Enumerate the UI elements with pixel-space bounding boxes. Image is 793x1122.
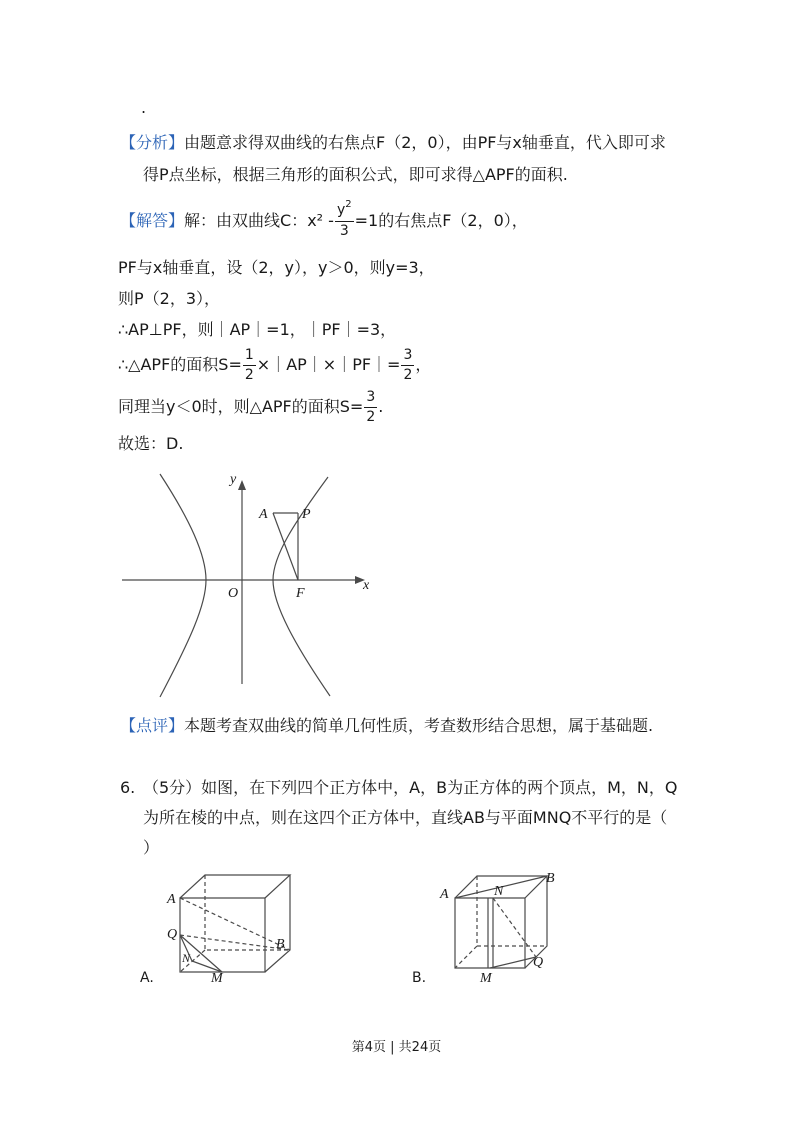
fraction-denominator: 2 — [366, 408, 376, 425]
label-x-axis: x — [363, 578, 370, 593]
fraction-numerator: 3 — [366, 388, 376, 405]
fraction-one-half — [243, 346, 256, 385]
solution-line-5-mid: ×｜AP｜×｜PF｜= — [256, 355, 401, 374]
numerator-base: y — [336, 202, 346, 218]
analysis-line-1 — [120, 132, 666, 154]
label-point-b: B — [276, 937, 285, 952]
question-line-1: （5分）如图，在下列四个正方体中，A，B为正方体的两个顶点，M，N，Q — [143, 778, 678, 797]
comment-tag: 【点评】 — [120, 716, 185, 735]
cube-figure-option-a — [160, 865, 300, 985]
solution-line-1-post: =1的右焦点F（2，0）， — [354, 211, 528, 230]
fraction-three-halves — [401, 346, 414, 385]
comment-text: 本题考查双曲线的简单几何性质，考查数形结合思想，属于基础题. — [184, 716, 654, 735]
cube-right-face — [265, 875, 290, 972]
solution-line-5-pre: ∴△APF的面积S= — [118, 355, 242, 374]
label-point-q: Q — [533, 955, 544, 970]
fraction-denominator: 3 — [335, 221, 354, 241]
cube-figure-option-b — [432, 865, 562, 985]
solution-tag: 【解答】 — [120, 211, 185, 230]
segment-ab — [180, 898, 290, 950]
label-point-m: M — [211, 971, 223, 985]
fraction-numerator: 1 — [244, 346, 254, 363]
fraction-numerator: 3 — [403, 346, 413, 363]
analysis-line-2: 得P点坐标，根据三角形的面积公式，即可求得△APF的面积. — [143, 165, 568, 184]
solution-line-6-post: . — [378, 397, 384, 416]
fraction-numerator — [335, 201, 354, 221]
fraction-denominator: 2 — [244, 366, 254, 383]
label-origin: O — [228, 586, 239, 601]
label-y-axis: y — [230, 472, 237, 487]
label-point-m: M — [480, 971, 492, 985]
solution-line-3: 则P（2，3）， — [118, 289, 221, 308]
label-point-p: P — [302, 507, 311, 522]
segment-mq — [490, 957, 536, 968]
solution-line-4: ∴AP⊥PF，则｜AP｜=1，｜PF｜=3， — [118, 320, 397, 339]
question-number: 6. — [120, 778, 136, 797]
solution-line-6 — [118, 385, 383, 429]
label-point-n: N — [182, 951, 191, 965]
option-b-label: B. — [412, 970, 427, 986]
fraction-three-halves — [364, 388, 377, 427]
label-point-q: Q — [167, 927, 178, 942]
label-point-a: A — [167, 892, 176, 907]
segment-af — [273, 513, 298, 580]
analysis-text-1: 由题意求得双曲线的右焦点F（2，0），由PF与x轴垂直，代入即可求 — [184, 133, 666, 152]
question-line-2: 为所在棱的中点，则在这四个正方体中，直线AB与平面MNQ不平行的是（ — [143, 808, 668, 827]
segment-qb — [180, 935, 290, 950]
label-point-f: F — [296, 586, 305, 601]
cube-top-face — [180, 875, 290, 898]
label-point-n: N — [494, 884, 504, 899]
fraction-denominator: 2 — [403, 366, 413, 383]
comment-line — [120, 715, 653, 737]
solution-line-5 — [118, 343, 431, 387]
hyperbola-left-branch — [160, 474, 206, 697]
solution-line-5-post: ， — [415, 355, 432, 374]
solution-answer: 故选：D. — [118, 434, 184, 453]
label-point-a: A — [440, 887, 449, 902]
top-mark: . — [141, 98, 147, 117]
solution-line-1-pre: 解：由双曲线C：x² - — [184, 211, 334, 230]
label-point-a: A — [259, 507, 268, 522]
cube-hidden-edge — [455, 946, 477, 968]
hyperbola-figure — [110, 462, 380, 707]
solution-line-2: PF与x轴垂直，设（2，y），y＞0，则y=3， — [118, 258, 435, 277]
numerator-exponent: 2 — [345, 199, 352, 210]
label-point-b: B — [546, 871, 555, 886]
solution-line-1 — [120, 199, 528, 243]
analysis-tag: 【分析】 — [120, 133, 185, 152]
fraction-y2-over-3 — [335, 201, 354, 241]
question-line-3: ） — [143, 838, 160, 857]
y-axis-arrow — [238, 480, 246, 490]
solution-line-6-pre: 同理当y＜0时，则△APF的面积S= — [118, 397, 364, 416]
page-footer: 第4页 | 共24页 — [351, 1040, 442, 1055]
option-a-label: A. — [140, 970, 154, 986]
segment-nq — [493, 898, 536, 957]
